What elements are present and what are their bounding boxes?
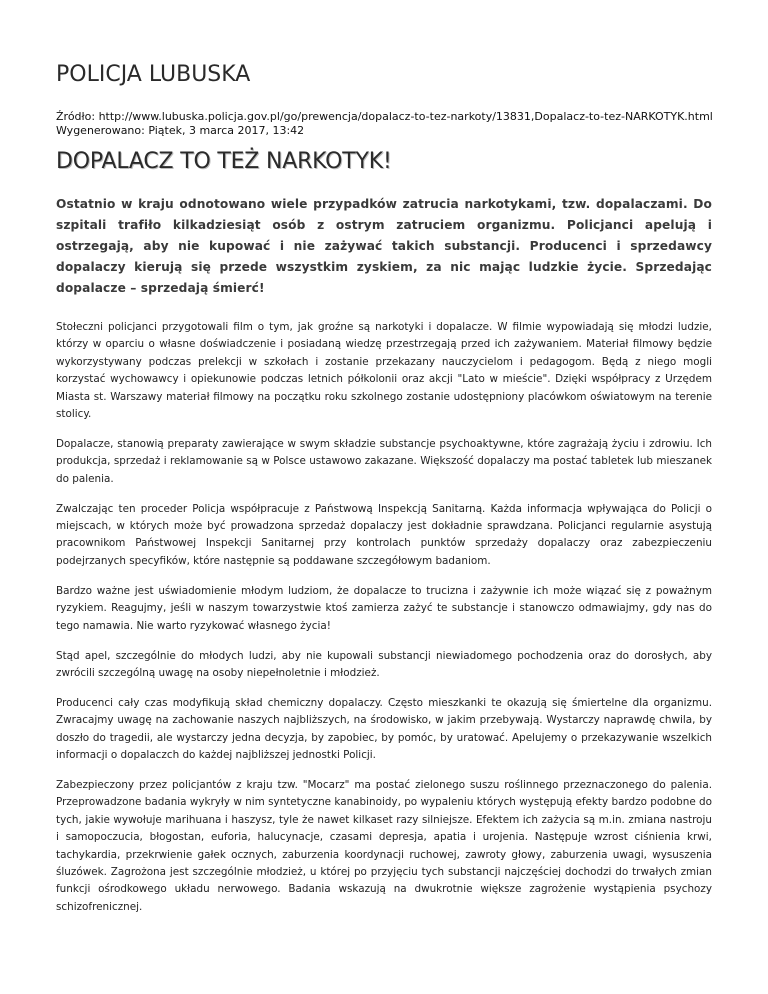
article-paragraph-6: Producenci cały czas modyfikują skład chemiczny dopalaczy. Często mieszkanki te okazują się śmiertelne dla organizmu. Zwracajmy uwagę na zachowanie naszych najbliższych, na środowisko, w jakim przebywają. Wystarczy naprawdę chwila, by doszło do tragedii, ale wystarczy jedna decyzja, by zapobiec, by pomóc, by uratować. Apelujemy o przekazywanie wszelkich informacji o dopalaczch do każdej najbliższej jednostki Policji.: [56, 696, 712, 762]
article-paragraph-1: Stołeczni policjanci przygotowali film o tym, jak groźne są narkotyki i dopalacze. W filmie wypowiadają się młodzi ludzie, którzy w oparciu o własne doświadczenie i posiadaną wiedzę przestrzegają przed ich zażywaniem. Materiał filmowy będzie wykorzystywany podczas prelekcji w szkołach i zostanie przekazany nauczycielom i pedagogom. Będą z niego mogli korzystać wychowawcy i opiekunowie podczas letnich półkolonii oraz akcji "Lato w mieście". Dzięki współpracy z Urzędem Miasta st. Warszawy materiał filmowy na początku roku szkolnego zostanie udostępniony placówkom oświatowym na terenie stolicy.: [56, 321, 712, 421]
article-paragraph-3: Zwalczając ten proceder Policja współpracuje z Państwową Inspekcją Sanitarną. Każda informacja wpływająca do Policji o miejscach, w których może być prowadzona sprzedaż dopalaczy jest dokładnie sprawdzana. Policjanci regularnie asystują pracownikom Państwowej Inspekcji Sanitarnej przy kontrolach punktów sprzedaży dopalaczy oraz zabezpieczeniu podejrzanych specyfików, które następnie są poddawane szczegółowym badaniom.: [56, 502, 712, 567]
article-body: [56, 194, 712, 929]
generated-date-line: Wygenerowano: Piątek, 3 marca 2017, 13:42: [56, 124, 305, 137]
article-paragraph-2: Dopalacze, stanowią preparaty zawierające w swym składzie substancje psychoaktywne, które zagrażają życiu i zdrowiu. Ich produkcja, sprzedaż i reklamowanie są w Polsce ustawowo zakazane. Większość dopalaczy ma postać tabletek lub mieszanek do palenia.: [56, 437, 712, 485]
article-lead: Ostatnio w kraju odnotowano wiele przypadków zatrucia narkotykami, tzw. dopalaczami. Do szpitali trafiło kilkadziesiąt osób z ostrym zatruciem organizmu. Policjanci apelują i ostrzegają, aby nie kupować i nie zażywać takich substancji. Producenci i sprzedawcy dopalaczy kierują się przede wszystkim zyskiem, za nic mając ludzkie życie. Sprzedając dopalacze – sprzedają śmierć!: [56, 197, 712, 295]
site-title: POLICJA LUBUSKA: [56, 62, 251, 87]
article-paragraph-5: Stąd apel, szczególnie do młodych ludzi, aby nie kupowali substancji niewiadomego pochodzenia oraz do dorosłych, aby zwrócili szczególną uwagę na osoby niepełnoletnie i młodzież.: [56, 649, 712, 679]
document-meta: [56, 110, 713, 138]
article-paragraph-7: Zabezpieczony przez policjantów z kraju tzw. "Mocarz" ma postać zielonego suszu roślinnego przeznaczonego do palenia. Przeprowadzone badania wykryły w nim syntetyczne kanabinoidy, po wypaleniu których występują efekty bardzo podobne do tych, jakie wywołuje marihuana i haszysz, tyle że nawet kilkaset razy silniejsze. Efektem ich zażycia są m.in. zmiana nastroju i samopoczucia, błogostan, euforia, halucynacje, czasami depresja, apatia i urojenia. Następuje wzrost ciśnienia krwi, tachykardia, przekrwienie gałek ocznych, zaburzenia koordynacji ruchowej, zawroty głowy, zaburzenia uwagi, wysuszenia śluzówek. Zagrożona jest szczególnie młodzież, u której po przyjęciu tych substancji najczęściej dochodzi do trwałych zmian funkcji ośrodkowego układu nerwowego. Badania wskazują na dwukrotnie większe zagrożenie wystąpienia psychozy schizofrenicznej.: [56, 778, 712, 913]
article-paragraph-4: Bardzo ważne jest uświadomienie młodym ludziom, że dopalacze to trucizna i zażywnie ich może wiązać się z poważnym ryzykiem. Reagujmy, jeśli w naszym towarzystwie ktoś zamierza zażyć te substancje i stanowczo odmawiajmy, gdy nas do tego namawia. Nie warto ryzykować własnego życia!: [56, 584, 712, 632]
source-url-line: Źródło: http://www.lubuska.policja.gov.pl/go/prewencja/dopalacz-to-tez-narkoty/13831,Dopalacz-to-tez-NARKOTYK.html: [56, 110, 713, 123]
article-title: DOPALACZ TO TEŻ NARKOTYK!: [56, 149, 392, 174]
